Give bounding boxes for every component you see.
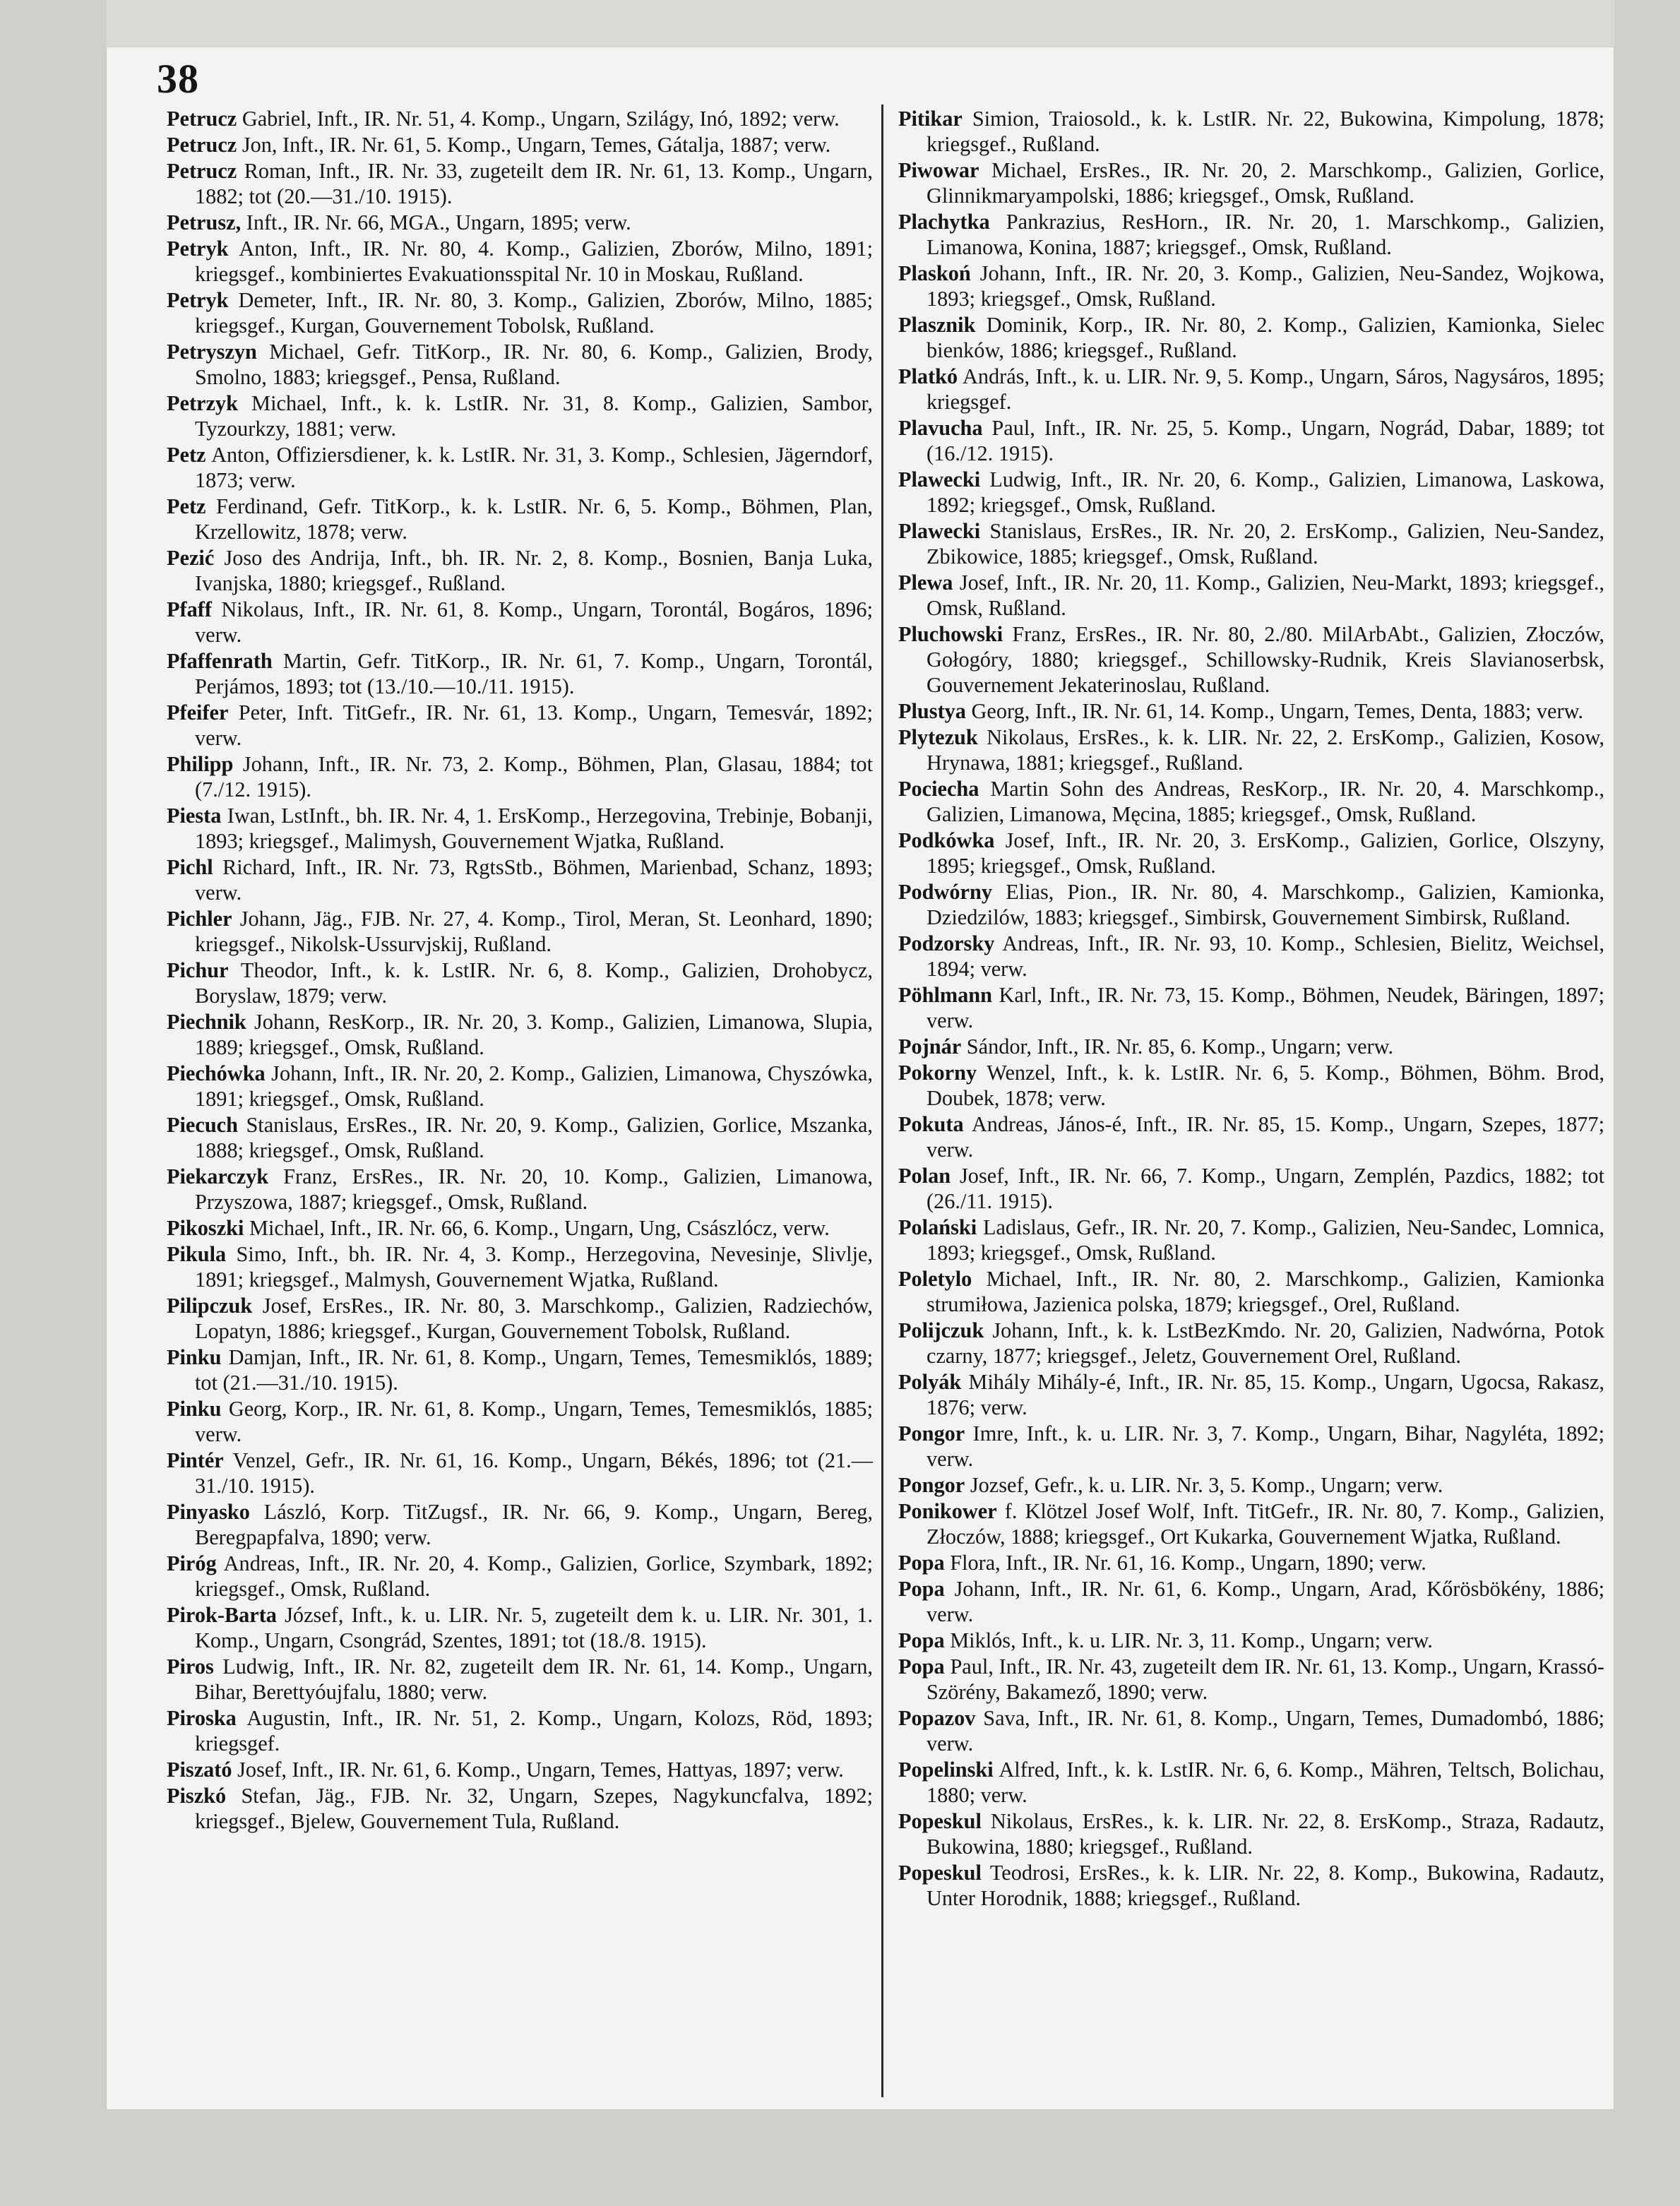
entry-details: Richard, Inft., IR. Nr. 73, RgtsStb., Böhmen, Marienbad, Schanz, 1893; verw. (195, 855, 874, 905)
entry-details: Stefan, Jäg., FJB. Nr. 32, Ungarn, Szepes, Nagykuncfalva, 1892; kriegsgef., Bjelew, Gouvernement Tula, Rußland. (195, 1784, 873, 1833)
entry-surname: Plawecki (898, 519, 981, 543)
entry-details: Wenzel, Inft., k. k. LstIR. Nr. 6, 5. Komp., Böhmen, Böhm. Brod, Doubek, 1878; verw. (927, 1061, 1604, 1110)
entry-surname: Pokorny (898, 1061, 977, 1085)
casualty-entry (167, 648, 873, 699)
entry-surname: Podkówka (898, 828, 995, 852)
entry-details: Paul, Inft., IR. Nr. 25, 5. Komp., Ungarn, Nográd, Dabar, 1889; tot (16./12. 1915). (927, 416, 1604, 465)
entry-surname: Popeskul (898, 1861, 982, 1885)
casualty-entry (898, 982, 1604, 1033)
casualty-entry (167, 958, 873, 1008)
entry-details: József, Inft., k. u. LIR. Nr. 5, zugeteilt dem k. u. LIR. Nr. 301, 1. Komp., Ungarn, Csongrád, Szentes, 1891; tot (18./8. 1915). (195, 1603, 873, 1652)
entry-surname: Popa (898, 1628, 945, 1652)
entry-surname: Pociecha (898, 777, 979, 801)
casualty-entry (898, 261, 1604, 311)
casualty-entry (898, 467, 1604, 518)
scan-margin-left (0, 0, 106, 2206)
entry-surname: Pöhlmann (898, 983, 993, 1007)
casualty-entry (167, 597, 873, 648)
casualty-entry (167, 700, 873, 751)
entry-surname: Piesta (167, 804, 222, 828)
entry-details: András, Inft., k. u. LIR. Nr. 9, 5. Komp., Ungarn, Sáros, Nagysáros, 1895; kriegsgef. (927, 364, 1604, 414)
entry-details: Jon, Inft., IR. Nr. 61, 5. Komp., Ungarn, Temes, Gátalja, 1887; verw. (242, 133, 831, 157)
casualty-entry (167, 545, 873, 596)
entry-details: Andreas, Inft., IR. Nr. 93, 10. Komp., Schlesien, Bielitz, Weichsel, 1894; verw. (927, 931, 1604, 981)
casualty-entry (898, 364, 1604, 415)
entry-surname: Popelinski (898, 1758, 994, 1782)
entry-surname: Polijczuk (898, 1318, 984, 1342)
casualty-entry (898, 415, 1604, 466)
entry-details: Johann, Inft., k. k. LstBezKmdo. Nr. 20, Galizien, Nadwórna, Potok czarny, 1877; kriegsgef., Jeletz, Gouvernement Orel, Rußland. (927, 1318, 1604, 1368)
entry-surname: Plustya (898, 699, 966, 723)
entry-surname: Popeskul (898, 1809, 982, 1833)
entry-surname: Piekarczyk (167, 1164, 269, 1188)
entry-surname: Petryk (167, 288, 229, 312)
entry-surname: Plewa (898, 571, 953, 595)
entry-details: Georg, Korp., IR. Nr. 61, 8. Komp., Ungarn, Temes, Temesmiklós, 1885; verw. (195, 1397, 873, 1446)
entry-surname: Poletylo (898, 1267, 972, 1291)
entry-surname: Petryszyn (167, 340, 257, 364)
entry-details: Georg, Inft., IR. Nr. 61, 14. Komp., Ungarn, Temes, Denta, 1883; verw. (971, 699, 1584, 723)
scan-margin-right (1614, 0, 1680, 2206)
entry-details: Ludwig, Inft., IR. Nr. 20, 6. Komp., Galizien, Limanowa, Laskowa, 1892; kriegsgef., Omsk, Rußland. (927, 467, 1604, 517)
casualty-entry (167, 751, 873, 802)
casualty-entry (898, 1550, 1604, 1575)
casualty-entry (167, 1757, 873, 1782)
casualty-entry (167, 132, 873, 157)
entry-details: Anton, Offiziersdiener, k. k. LstIR. Nr. 31, 3. Komp., Schlesien, Jägerndorf, 1873; verw. (195, 443, 873, 492)
entry-surname: Pikoszki (167, 1216, 244, 1240)
casualty-entry (167, 1293, 873, 1344)
casualty-entry (898, 1757, 1604, 1808)
entry-surname: Popa (898, 1577, 945, 1601)
entry-details: Andreas, János-é, Inft., IR. Nr. 85, 15. Komp., Ungarn, Szepes, 1877; verw. (927, 1112, 1605, 1162)
entry-details: Jozsef, Gefr., k. u. LIR. Nr. 3, 5. Komp., Ungarn; verw. (970, 1473, 1443, 1497)
entry-details: Ladislaus, Gefr., IR. Nr. 20, 7. Komp., Galizien, Neu-Sandec, Lomnica, 1893; kriegsgef., Omsk, Rußland. (927, 1215, 1604, 1265)
entry-surname: Petrzyk (167, 391, 238, 415)
entry-surname: Piechnik (167, 1010, 246, 1034)
entry-details: Alfred, Inft., k. k. LstIR. Nr. 6, 6. Komp., Mähren, Teltsch, Bolichau, 1880; verw. (927, 1758, 1604, 1807)
entry-details: Simion, Traiosold., k. k. LstIR. Nr. 22, Bukowina, Kimpolung, 1878; kriegsgef., Rußland. (927, 107, 1604, 156)
casualty-entry (898, 1034, 1604, 1059)
entry-surname: Petrucz (167, 107, 237, 131)
entry-surname: Pinyasko (167, 1500, 250, 1524)
casualty-entry (167, 1009, 873, 1060)
entry-details: Paul, Inft., IR. Nr. 43, zugeteilt dem IR. Nr. 61, 13. Komp., Ungarn, Krassó-Szörény, Bakamező, 1890; verw. (927, 1654, 1604, 1704)
page-number: 38 (157, 56, 199, 102)
entry-details: f. Klötzel Josef Wolf, Inft. TitGefr., IR. Nr. 80, 7. Komp., Galizien, Złoczów, 1888; kriegsgef., Ort Kukarka, Gouvernement Wjatka, Rußland. (927, 1499, 1604, 1549)
casualty-entry (167, 339, 873, 390)
entry-details: Josef, Inft., IR. Nr. 20, 3. ErsKomp., Galizien, Gorlice, Olszyny, 1895; kriegsgef., Omsk, Rußland. (927, 828, 1605, 878)
entry-details: Nikolaus, ErsRes., k. k. LIR. Nr. 22, 2. ErsKomp., Galizien, Kosow, Hrynawa, 1881; kriegsgef., Rußland. (927, 725, 1605, 775)
entry-details: Stanislaus, ErsRes., IR. Nr. 20, 2. ErsKomp., Galizien, Neu-Sandez, Zbikowice, 1885; kriegsgef., Omsk, Rußland. (927, 519, 1604, 568)
casualty-entry (898, 157, 1604, 208)
entry-details: Elias, Pion., IR. Nr. 80, 4. Marschkomp., Galizien, Kamionka, Dziedzilów, 1883; kriegsgef., Simbirsk, Gouvernement Simbirsk, Rußland. (927, 880, 1604, 929)
entry-details: Sándor, Inft., IR. Nr. 85, 6. Komp., Ungarn; verw. (966, 1035, 1394, 1059)
entry-details: Nikolaus, ErsRes., k. k. LIR. Nr. 22, 8. ErsKomp., Straza, Radautz, Bukowina, 1880; kriegsgef., Rußland. (927, 1809, 1605, 1859)
entry-surname: Plavucha (898, 416, 983, 440)
casualty-entry (167, 442, 873, 493)
entry-surname: Piwowar (898, 158, 979, 182)
entry-surname: Pintér (167, 1448, 224, 1472)
entry-surname: Plachytka (898, 210, 990, 234)
entry-details: Josef, Inft., IR. Nr. 20, 11. Komp., Galizien, Neu-Markt, 1893; kriegsgef., Omsk, Rußland. (927, 571, 1604, 620)
entry-surname: Pezić (167, 546, 215, 570)
entry-details: Franz, ErsRes., IR. Nr. 20, 10. Komp., Galizien, Limanowa, Przyszowa, 1887; kriegsgef., Omsk, Rußland. (195, 1164, 873, 1214)
entry-details: Venzel, Gefr., IR. Nr. 61, 16. Komp., Ungarn, Békés, 1896; tot (21.—31./10. 1915). (195, 1448, 873, 1498)
casualty-entry (898, 1111, 1604, 1162)
entry-surname: Pichler (167, 907, 232, 931)
casualty-entry (167, 1448, 873, 1498)
entry-surname: Pikula (167, 1242, 227, 1266)
entry-details: Miklós, Inft., k. u. LIR. Nr. 3, 11. Komp., Ungarn; verw. (950, 1628, 1433, 1652)
entry-details: Ludwig, Inft., IR. Nr. 82, zugeteilt dem IR. Nr. 61, 14. Komp., Ungarn, Bihar, Berettyóujfalu, 1880; verw. (195, 1654, 874, 1704)
casualty-entry (898, 1369, 1604, 1420)
casualty-entry (167, 1602, 873, 1653)
entry-surname: Podwórny (898, 880, 992, 904)
entry-details: Josef, Inft., IR. Nr. 66, 7. Komp., Ungarn, Zemplén, Pazdics, 1882; tot (26./11. 1915). (927, 1164, 1604, 1213)
entry-details: Imre, Inft., k. u. LIR. Nr. 3, 7. Komp., Ungarn, Bihar, Nagyléta, 1892; verw. (927, 1421, 1604, 1471)
entry-surname: Pichl (167, 855, 213, 879)
casualty-entry (898, 1654, 1604, 1705)
casualty-entry (167, 390, 873, 441)
entry-surname: Pokuta (898, 1112, 964, 1136)
casualty-entry (167, 494, 873, 544)
casualty-entry (898, 1576, 1604, 1627)
casualty-entry (898, 1808, 1604, 1859)
casualty-entry (167, 1164, 873, 1215)
casualty-entry (167, 1551, 873, 1602)
entry-details: Inft., IR. Nr. 66, MGA., Ungarn, 1895; verw. (246, 210, 631, 234)
entry-surname: Polan (898, 1164, 951, 1188)
entry-surname: Plasznik (898, 313, 976, 337)
entry-details: Anton, Inft., IR. Nr. 80, 4. Komp., Galizien, Zborów, Milno, 1891; kriegsgef., kombiniertes Evakuationsspital Nr. 10 in Moskau, Rußland. (195, 237, 873, 286)
entry-details: Damjan, Inft., IR. Nr. 61, 8. Komp., Ungarn, Temes, Temesmiklós, 1889; tot (21.—31./10. 1915). (195, 1345, 873, 1395)
entry-surname: Pichur (167, 958, 229, 982)
entry-surname: Pirok-Barta (167, 1603, 277, 1627)
casualty-entry (167, 854, 873, 905)
entry-surname: Pfaffenrath (167, 649, 273, 673)
scan-margin-bottom (0, 2110, 1680, 2206)
casualty-entry (898, 879, 1604, 930)
entry-surname: Ponikower (898, 1499, 997, 1523)
casualty-entry (898, 312, 1604, 363)
entry-details: Johann, Inft., IR. Nr. 73, 2. Komp., Böhmen, Plan, Glasau, 1884; tot (7./12. 1915). (195, 752, 873, 801)
casualty-entry (167, 210, 873, 235)
entry-details: Michael, Inft., IR. Nr. 80, 2. Marschkomp., Galizien, Kamionka strumiłowa, Jazienica polska, 1879; kriegsgef., Orel, Rußland. (927, 1267, 1604, 1316)
entry-details: Josef, Inft., IR. Nr. 61, 6. Komp., Ungarn, Temes, Hattyas, 1897; verw. (237, 1758, 844, 1782)
entry-surname: Plytezuk (898, 725, 978, 749)
entry-details: Pankrazius, ResHorn., IR. Nr. 20, 1. Marschkomp., Galizien, Limanowa, Konina, 1887; kriegsgef., Omsk, Rußland. (927, 210, 1604, 259)
entry-details: Martin Sohn des Andreas, ResKorp., IR. Nr. 20, 4. Marschkomp., Galizien, Limanowa, Męcina, 1885; kriegsgef., Omsk, Rußland. (927, 777, 1604, 826)
entry-details: Simo, Inft., bh. IR. Nr. 4, 3. Komp., Herzegovina, Nevesinje, Slivlje, 1891; kriegsgef., Malmysh, Gouvernement Wjatka, Rußland. (195, 1242, 874, 1292)
entry-surname: Philipp (167, 752, 234, 776)
casualty-entry (898, 106, 1604, 157)
entry-surname: Popazov (898, 1706, 976, 1730)
casualty-entry (167, 1499, 873, 1550)
entry-surname: Pluchowski (898, 622, 1003, 646)
entry-details: Johann, Inft., IR. Nr. 20, 3. Komp., Galizien, Neu-Sandez, Wojkowa, 1893; kriegsgef., Omsk, Rußland. (927, 261, 1605, 311)
entry-surname: Piros (167, 1654, 214, 1679)
right-column (898, 106, 1604, 1912)
casualty-entry (167, 1061, 873, 1111)
entry-surname: Podzorsky (898, 931, 995, 955)
casualty-entry (167, 236, 873, 287)
casualty-entry (167, 906, 873, 957)
entry-details: Stanislaus, ErsRes., IR. Nr. 20, 9. Komp., Galizien, Gorlice, Mszanka, 1888; kriegsgef., Omsk, Rußland. (195, 1113, 873, 1162)
casualty-entry (898, 1628, 1604, 1653)
entry-surname: Petrucz (167, 133, 237, 157)
casualty-entry (898, 1472, 1604, 1498)
entry-details: Peter, Inft. TitGefr., IR. Nr. 61, 13. Komp., Ungarn, Temesvár, 1892; verw. (195, 700, 874, 750)
entry-surname: Petz (167, 494, 206, 518)
entry-details: Franz, ErsRes., IR. Nr. 80, 2./80. MilArbAbt., Galizien, Złoczów, Gołogóry, 1880; kriegsgef., Schillowsky-Rudnik, Kreis Slavianoserbsk, Gouvernement Jekaterinoslau, Rußland. (927, 622, 1604, 697)
entry-surname: Petryk (167, 237, 229, 261)
entry-surname: Petz (167, 443, 206, 467)
entry-details: Ferdinand, Gefr. TitKorp., k. k. LstIR. Nr. 6, 5. Komp., Böhmen, Plan, Krzellowitz, 1878; verw. (195, 494, 873, 544)
entry-surname: Pongor (898, 1473, 965, 1497)
entry-details: Johann, Inft., IR. Nr. 20, 2. Komp., Galizien, Limanowa, Chyszówka, 1891; kriegsgef., Omsk, Rußland. (195, 1061, 873, 1111)
entry-details: Demeter, Inft., IR. Nr. 80, 3. Komp., Galizien, Zborów, Milno, 1885; kriegsgef., Kurgan, Gouvernement Tobolsk, Rußland. (195, 288, 873, 338)
casualty-entry (898, 1860, 1604, 1911)
casualty-entry (167, 1345, 873, 1395)
casualty-entry (898, 570, 1604, 621)
entry-surname: Pfaff (167, 597, 212, 621)
casualty-entry (167, 1241, 873, 1292)
entry-details: Michael, Inft., k. k. LstIR. Nr. 31, 8. Komp., Galizien, Sambor, Tyzourkzy, 1881; verw. (195, 391, 873, 441)
casualty-entry (898, 828, 1604, 878)
casualty-entry (167, 287, 873, 338)
entry-details: Theodor, Inft., k. k. LstIR. Nr. 6, 8. Komp., Galizien, Drohobycz, Boryslaw, 1879; verw. (195, 958, 874, 1008)
entry-details: Teodrosi, ErsRes., k. k. LIR. Nr. 22, 8. Komp., Bukowina, Radautz, Unter Horodnik, 1888; kriegsgef., Rußland. (927, 1861, 1605, 1910)
entry-surname: Piszató (167, 1758, 232, 1782)
column-divider (881, 105, 883, 2097)
entry-surname: Pongor (898, 1421, 965, 1445)
entry-surname: Pilipczuk (167, 1294, 253, 1318)
entry-surname: Petrusz, (167, 210, 242, 234)
entry-surname: Piroska (167, 1706, 237, 1730)
entry-details: Sava, Inft., IR. Nr. 61, 8. Komp., Ungarn, Temes, Dumadombó, 1886; verw. (927, 1706, 1605, 1755)
entry-details: Martin, Gefr. TitKorp., IR. Nr. 61, 7. Komp., Ungarn, Torontál, Perjámos, 1893; tot (13./10.—10./11. 1915). (195, 649, 873, 698)
entry-details: Joso des Andrija, Inft., bh. IR. Nr. 2, 8. Komp., Bosnien, Banja Luka, Ivanjska, 1880; kriegsgef., Rußland. (195, 546, 873, 595)
casualty-entry (167, 158, 873, 209)
entry-details: Flora, Inft., IR. Nr. 61, 16. Komp., Ungarn, 1890; verw. (950, 1551, 1426, 1575)
left-column (167, 106, 873, 1835)
entry-surname: Petrucz (167, 159, 237, 183)
entry-surname: Pitikar (898, 107, 963, 131)
entry-surname: Polański (898, 1215, 977, 1239)
casualty-entry (167, 1783, 873, 1834)
entry-surname: Polyák (898, 1370, 962, 1394)
entry-details: Johann, ResKorp., IR. Nr. 20, 3. Komp., Galizien, Limanowa, Slupia, 1889; kriegsgef., Omsk, Rußland. (195, 1010, 873, 1059)
entry-surname: Popa (898, 1654, 945, 1679)
entry-surname: Piszkó (167, 1784, 227, 1808)
entry-details: Dominik, Korp., IR. Nr. 80, 2. Komp., Galizien, Kamionka, Sielec bienków, 1886; kriegsgef., Rußland. (927, 313, 1604, 362)
entry-surname: Plawecki (898, 467, 981, 491)
entry-surname: Pinku (167, 1397, 222, 1421)
entry-details: Michael, ErsRes., IR. Nr. 20, 2. Marschkomp., Galizien, Gorlice, Glinnikmaryampolski, 1886; kriegsgef., Omsk, Rußland. (927, 158, 1604, 208)
entry-details: Josef, ErsRes., IR. Nr. 80, 3. Marschkomp., Galizien, Radziechów, Lopatyn, 1886; kriegsgef., Kurgan, Gouvernement Tobolsk, Rußland. (195, 1294, 874, 1343)
entry-details: Andreas, Inft., IR. Nr. 20, 4. Komp., Galizien, Gorlice, Szymbark, 1892; kriegsgef., Omsk, Rußland. (195, 1551, 873, 1601)
casualty-entry (898, 776, 1604, 827)
entry-details: Michael, Inft., IR. Nr. 66, 6. Komp., Ungarn, Ung, Császlócz, verw. (249, 1216, 830, 1240)
casualty-entry (898, 1060, 1604, 1111)
casualty-entry (898, 1498, 1604, 1549)
casualty-entry (167, 106, 873, 131)
entry-details: Mihály Mihály-é, Inft., IR. Nr. 85, 15. Komp., Ungarn, Ugocsa, Rakasz, 1876; verw. (927, 1370, 1605, 1419)
casualty-entry (898, 621, 1604, 698)
casualty-entry (898, 725, 1604, 775)
entry-details: Augustin, Inft., IR. Nr. 51, 2. Komp., Ungarn, Kolozs, Röd, 1893; kriegsgef. (195, 1706, 874, 1755)
casualty-entry (167, 1654, 873, 1705)
casualty-entry (898, 1215, 1604, 1265)
casualty-entry (898, 1266, 1604, 1317)
casualty-entry (898, 518, 1604, 569)
entry-details: Johann, Inft., IR. Nr. 61, 6. Komp., Ungarn, Arad, Kőrösbökény, 1886; verw. (927, 1577, 1604, 1626)
casualty-entry (898, 1705, 1604, 1756)
entry-details: Johann, Jäg., FJB. Nr. 27, 4. Komp., Tirol, Meran, St. Leonhard, 1890; kriegsgef., Nikolsk-Ussurvjskij, Rußland. (195, 907, 873, 956)
entry-surname: Popa (898, 1551, 945, 1575)
casualty-entry (898, 1163, 1604, 1214)
entry-details: Nikolaus, Inft., IR. Nr. 61, 8. Komp., Ungarn, Torontál, Bogáros, 1896; verw. (195, 597, 873, 647)
casualty-entry (898, 209, 1604, 260)
entry-details: László, Korp. TitZugsf., IR. Nr. 66, 9. Komp., Ungarn, Bereg, Beregpapfalva, 1890; verw. (195, 1500, 873, 1549)
entry-surname: Piechówka (167, 1061, 266, 1085)
entry-details: Iwan, LstInft., bh. IR. Nr. 4, 1. ErsKomp., Herzegovina, Trebinje, Bobanji, 1893; kriegsgef., Malimysh, Gouvernement Wjatka, Rußland. (195, 804, 873, 853)
entry-details: Roman, Inft., IR. Nr. 33, zugeteilt dem IR. Nr. 61, 13. Komp., Ungarn, 1882; tot (20.—31./10. 1915). (195, 159, 873, 208)
entry-surname: Platkó (898, 364, 958, 388)
entry-surname: Plaskoń (898, 261, 971, 285)
entry-details: Karl, Inft., IR. Nr. 73, 15. Komp., Böhmen, Neudek, Bäringen, 1897; verw. (927, 983, 1604, 1032)
casualty-entry (167, 803, 873, 854)
casualty-entry (167, 1396, 873, 1447)
entry-surname: Piecuch (167, 1113, 238, 1137)
casualty-entry (898, 1421, 1604, 1472)
casualty-entry (898, 931, 1604, 982)
casualty-entry (898, 1318, 1604, 1369)
casualty-entry (898, 698, 1604, 724)
casualty-entry (167, 1112, 873, 1163)
entry-surname: Pojnár (898, 1035, 962, 1059)
casualty-entry (167, 1215, 873, 1241)
entry-surname: Pinku (167, 1345, 222, 1369)
entry-surname: Piróg (167, 1551, 217, 1575)
entry-details: Gabriel, Inft., IR. Nr. 51, 4. Komp., Ungarn, Szilágy, Inó, 1892; verw. (242, 107, 840, 131)
entry-surname: Pfeifer (167, 700, 229, 725)
entry-details: Michael, Gefr. TitKorp., IR. Nr. 80, 6. Komp., Galizien, Brody, Smolno, 1883; kriegsgef., Pensa, Rußland. (195, 340, 874, 389)
casualty-entry (167, 1705, 873, 1756)
